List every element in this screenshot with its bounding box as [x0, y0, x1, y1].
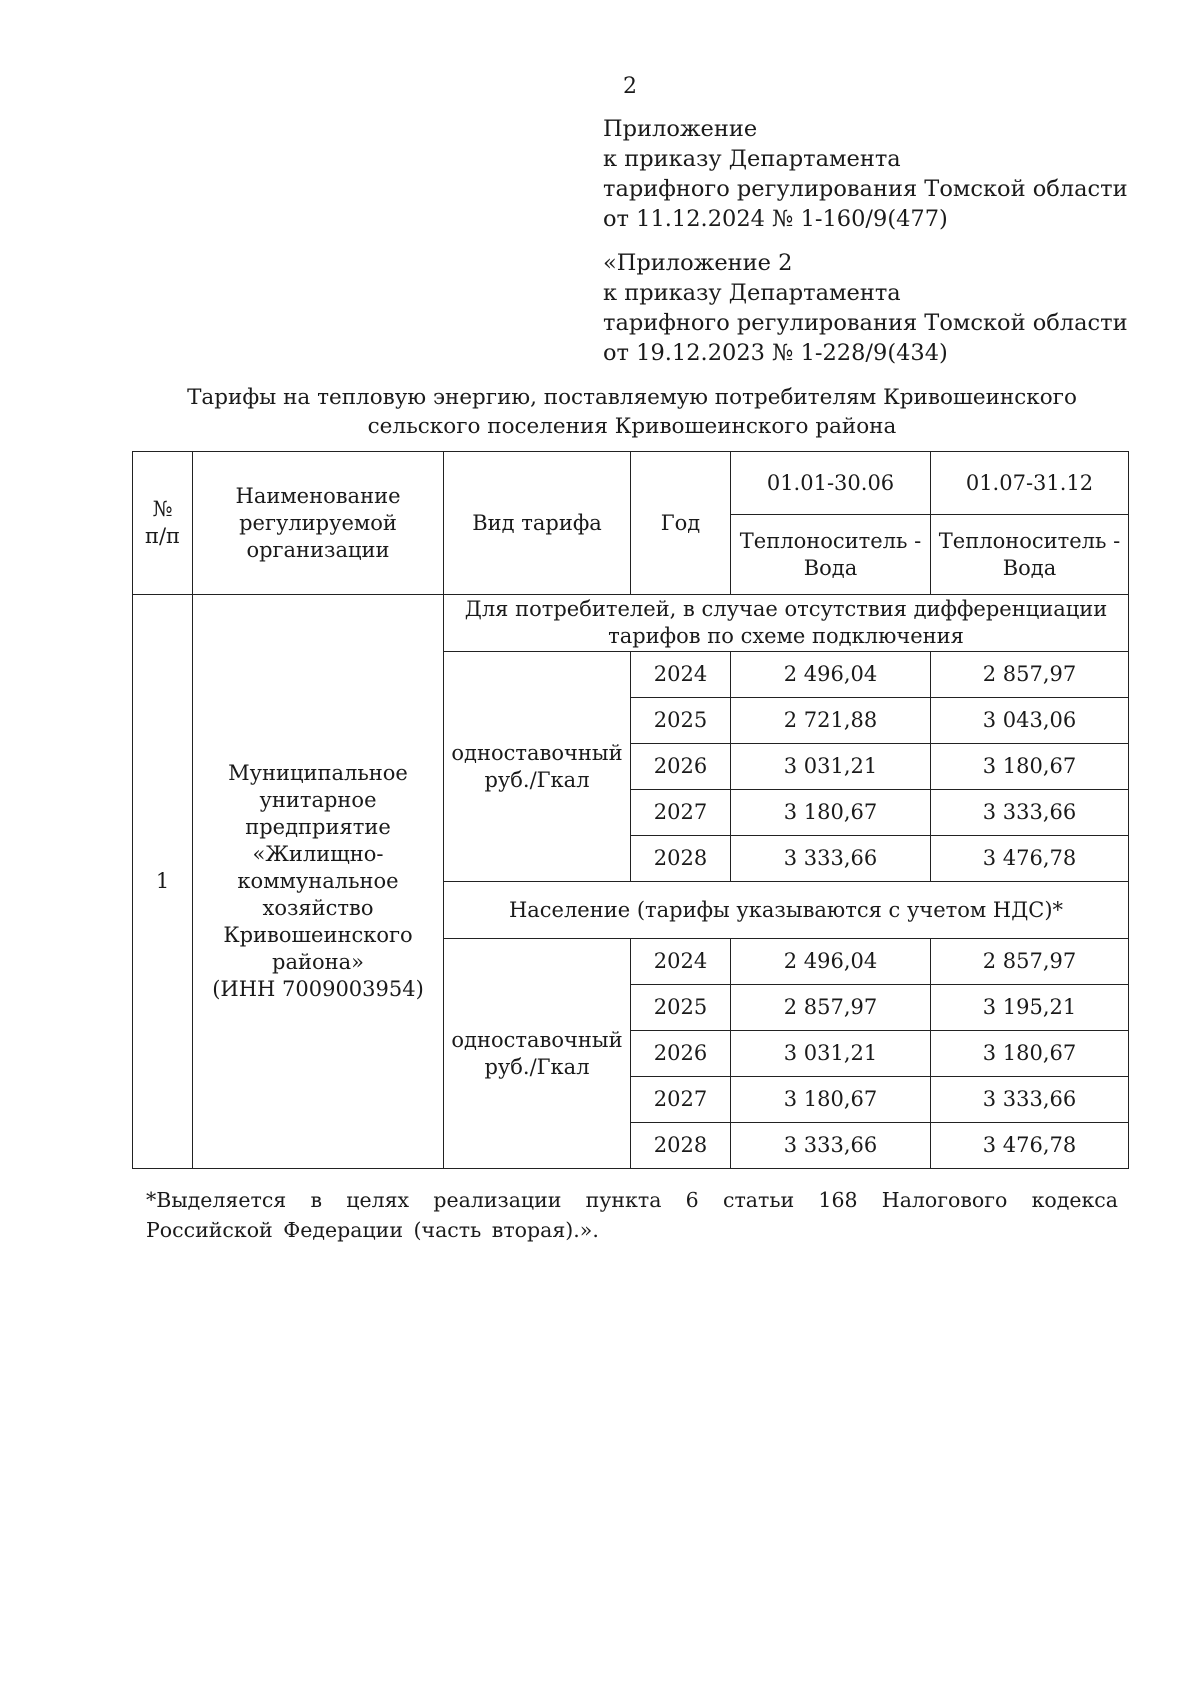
title-line: Тарифы на тепловую энергию, поставляемую потребителям Кривошеинского	[187, 385, 1077, 410]
footnote: *Выделяется в целях реализации пункта 6 статьи 168 Налогового кодекса Российской Федерации (часть вторая).».	[146, 1188, 1118, 1242]
tariff-value-period-1: 3 333,66	[731, 1123, 931, 1169]
appendix-line: к приказу Департамента	[603, 280, 901, 306]
year-cell: 2028	[631, 836, 731, 882]
organization-line: предприятие	[245, 815, 391, 839]
header-period-2: 01.07-31.12	[931, 452, 1129, 515]
tariff-value-period-1: 3 180,67	[731, 790, 931, 836]
appendix-block-original	[603, 248, 1128, 368]
tariff-value-period-2: 3 476,78	[931, 836, 1129, 882]
year-cell: 2026	[631, 744, 731, 790]
document-title	[132, 383, 1132, 441]
organization-line: (ИНН 7009003954)	[212, 977, 424, 1001]
tariff-value-period-1: 3 031,21	[731, 1031, 931, 1077]
section-heading-line: Для потребителей, в случае отсутствия дифференциации	[464, 597, 1108, 621]
tariff-value-period-1: 2 496,04	[731, 939, 931, 985]
appendix-line: тарифного регулирования Томской области	[603, 176, 1128, 202]
tariff-value-period-2: 3 043,06	[931, 698, 1129, 744]
tariff-value-period-2: 3 180,67	[931, 744, 1129, 790]
row-number: 1	[133, 595, 193, 1169]
section-heading-row	[133, 595, 1129, 652]
section-heading	[444, 882, 1129, 939]
tariff-value-period-2: 3 476,78	[931, 1123, 1129, 1169]
year-cell: 2027	[631, 790, 731, 836]
section-heading-line: тарифов по схеме подключения	[608, 624, 964, 648]
appendix-line: к приказу Департамента	[603, 146, 901, 172]
year-cell: 2024	[631, 939, 731, 985]
tariff-value-period-1: 2 857,97	[731, 985, 931, 1031]
year-cell: 2024	[631, 652, 731, 698]
header-organization: Наименование регулируемой организации	[193, 452, 444, 595]
organization-line: Муниципальное	[228, 761, 408, 785]
organization-line: коммунальное	[237, 869, 399, 893]
tariff-value-period-2: 2 857,97	[931, 652, 1129, 698]
tariff-type-line: одноставочный	[451, 740, 623, 765]
organization-line: Кривошеинского	[223, 923, 413, 947]
section-heading-line: Население (тарифы указываются с учетом НДС)*	[508, 897, 1064, 922]
tariff-table	[132, 451, 1129, 1169]
appendix-line: от 19.12.2023 № 1-228/9(434)	[603, 340, 948, 366]
year-cell: 2027	[631, 1077, 731, 1123]
tariff-value-period-2: 3 333,66	[931, 1077, 1129, 1123]
header-row	[133, 452, 1129, 515]
tariff-type	[444, 939, 631, 1169]
tariff-type	[444, 652, 631, 882]
year-cell: 2028	[631, 1123, 731, 1169]
header-carrier-1: Теплоноситель - Вода	[731, 515, 931, 595]
section-heading	[444, 595, 1129, 652]
tariff-value-period-2: 3 333,66	[931, 790, 1129, 836]
organization-line: «Жилищно-	[252, 842, 384, 866]
organization-line: района»	[272, 950, 364, 974]
year-cell: 2026	[631, 1031, 731, 1077]
tariff-type-line: одноставочный	[451, 1027, 623, 1052]
tariff-value-period-1: 3 031,21	[731, 744, 931, 790]
year-cell: 2025	[631, 698, 731, 744]
tariff-value-period-2: 3 195,21	[931, 985, 1129, 1031]
tariff-value-period-1: 3 180,67	[731, 1077, 931, 1123]
tariff-value-period-1: 2 496,04	[731, 652, 931, 698]
header-year: Год	[631, 452, 731, 595]
tariff-type-line: руб./Гкал	[484, 1054, 590, 1079]
year-cell: 2025	[631, 985, 731, 1031]
appendix-line: тарифного регулирования Томской области	[603, 310, 1128, 336]
header-tariff-type: Вид тарифа	[444, 452, 631, 595]
organization-name	[193, 595, 444, 1169]
title-line: сельского поселения Кривошеинского района	[367, 414, 897, 439]
tariff-value-period-1: 3 333,66	[731, 836, 931, 882]
tariff-type-line: руб./Гкал	[484, 767, 590, 792]
appendix-block-current	[603, 114, 1128, 234]
appendix-line: от 11.12.2024 № 1-160/9(477)	[603, 206, 948, 232]
appendix-line: «Приложение 2	[603, 250, 793, 276]
tariff-value-period-2: 2 857,97	[931, 939, 1129, 985]
organization-line: унитарное	[259, 788, 377, 812]
appendix-line: Приложение	[603, 116, 758, 142]
header-period-1: 01.01-30.06	[731, 452, 931, 515]
header-carrier-2: Теплоноситель - Вода	[931, 515, 1129, 595]
organization-line: хозяйство	[262, 896, 374, 920]
header-num: № п/п	[133, 452, 193, 595]
page-number: 2	[623, 74, 637, 99]
tariff-value-period-1: 2 721,88	[731, 698, 931, 744]
tariff-value-period-2: 3 180,67	[931, 1031, 1129, 1077]
